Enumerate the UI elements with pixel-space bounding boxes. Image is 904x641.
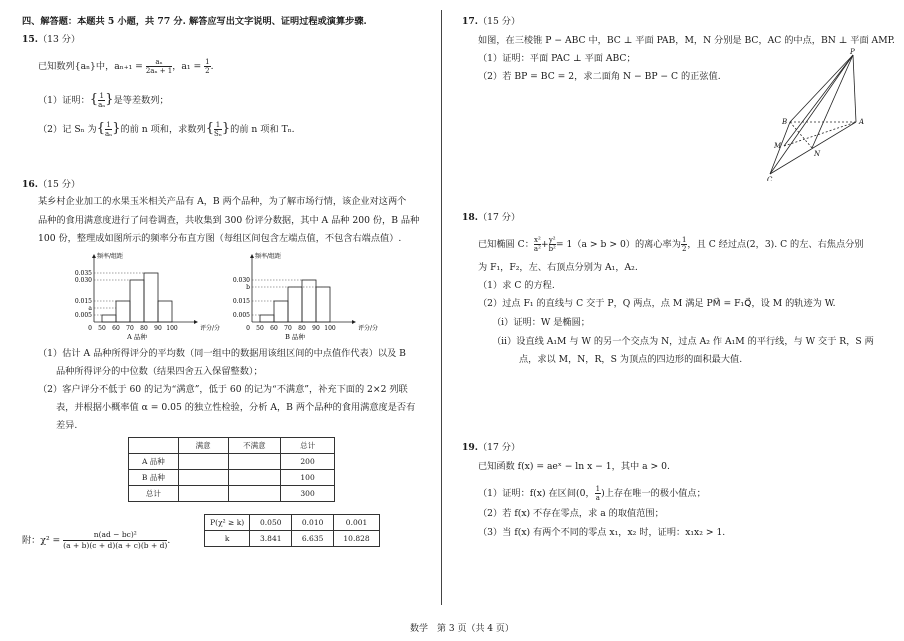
table-cell: 不满意 bbox=[228, 438, 281, 454]
histogram-bar bbox=[288, 287, 302, 322]
q17-part2: （2）若 BP = BC = 2，求二面角 N − BP − C 的正弦值. bbox=[478, 71, 721, 82]
histogram-bar bbox=[260, 315, 274, 322]
table-cell: 3.841 bbox=[250, 531, 292, 547]
q15-number: 15.（13 分） bbox=[22, 34, 81, 45]
x-tick-label: 90 bbox=[154, 325, 162, 332]
q18-part1: （1）求 C 的方程. bbox=[478, 280, 555, 291]
x-tick-label: 60 bbox=[112, 325, 120, 332]
table-cell: 0.050 bbox=[250, 515, 292, 531]
page-footer: 数学 第 3 页（共 4 页） bbox=[410, 624, 514, 634]
histogram-bar bbox=[102, 315, 116, 322]
x-tick-label: 0 bbox=[246, 325, 250, 332]
table-cell: 0.010 bbox=[292, 515, 334, 531]
q16-number: 16.（15 分） bbox=[22, 179, 81, 190]
table-cell bbox=[228, 486, 281, 502]
chart-title: B 品种 bbox=[285, 333, 305, 341]
table-cell: P(χ² ≥ k) bbox=[205, 515, 250, 531]
x-tick-label: 80 bbox=[298, 325, 306, 332]
table-cell: 200 bbox=[281, 454, 335, 470]
q16-part1-1: （1）估计 A 品种所得评分的平均数（同一组中的数据用该组区间的中点值作代表）以及 B bbox=[38, 348, 406, 359]
label-p: P bbox=[850, 48, 855, 56]
y-tick-label: 0.030 bbox=[74, 277, 92, 284]
q16-stem-2: 品种的食用满意度进行了问卷调查，共收集到 300 份评分数据，其中 A 品种 200 份，B 品种 bbox=[38, 215, 420, 226]
section-header: 四、解答题：本题共 5 小题，共 77 分. 解答应写出文字说明、证明过程或演算步骤. bbox=[22, 16, 367, 27]
x-tick-label: 100 bbox=[166, 325, 178, 332]
histogram-bar bbox=[302, 280, 316, 322]
q16-part2-3: 差异. bbox=[56, 420, 78, 431]
histogram-bar bbox=[158, 301, 172, 322]
histogram-a bbox=[70, 250, 220, 345]
table-cell: k bbox=[205, 531, 250, 547]
histogram-b bbox=[228, 250, 378, 345]
x-axis-label: 评分/分 bbox=[358, 325, 378, 332]
pyramid-figure bbox=[760, 46, 870, 181]
table-cell: 总计 bbox=[281, 438, 335, 454]
y-tick-label: 0.005 bbox=[74, 312, 92, 319]
edge-ma bbox=[784, 122, 856, 146]
table-cell bbox=[178, 470, 228, 486]
histogram-bar bbox=[274, 301, 288, 322]
edge-pb bbox=[790, 55, 853, 122]
x-tick-label: 50 bbox=[98, 325, 106, 332]
x-tick-label: 80 bbox=[140, 325, 148, 332]
table-row bbox=[129, 470, 335, 486]
chart-title: A 品种 bbox=[127, 333, 147, 341]
y-tick-label: 0.030 bbox=[232, 277, 250, 284]
x-tick-label: 70 bbox=[126, 325, 134, 332]
q18-line2: 为 F₁，F₂，左、右顶点分别为 A₁，A₂. bbox=[478, 262, 638, 273]
y-tick-label: b bbox=[246, 284, 250, 291]
q18-part2: （2）过点 F₁ 的直线与 C 交于 P，Q 两点，点 M 满足 PM⃗ = F₁Q⃗，设 M 的轨迹为 W. bbox=[478, 298, 836, 309]
table-cell bbox=[228, 454, 281, 470]
edge-ca bbox=[770, 122, 856, 174]
q19-part1: （1）证明：f(x) 在区间(0， $\frac{1}{a}$ )上存在唯一的极小值点； bbox=[478, 485, 706, 502]
histogram-bar bbox=[116, 301, 130, 322]
x-axis-arrow bbox=[352, 320, 356, 324]
label-m: M bbox=[774, 142, 782, 150]
q16-part2-1: （2）客户评分不低于 60 的记为“满意”，低于 60 的记为“不满意”，补充下面的 2×2 列联 bbox=[38, 384, 408, 395]
table-cell: 10.828 bbox=[334, 531, 380, 547]
histogram-bar bbox=[130, 280, 144, 322]
table-row bbox=[129, 438, 335, 454]
edge-bn bbox=[790, 122, 812, 148]
y-tick-label: 0.015 bbox=[74, 298, 92, 305]
y-tick-label: 0.015 bbox=[232, 298, 250, 305]
q19-part3: （3）当 f(x) 有两个不同的零点 x₁，x₂ 时，证明：x₁x₂ > 1. bbox=[478, 527, 726, 538]
edge-pa bbox=[853, 55, 856, 122]
q18-sub2-2: 点，求以 M，N，R，S 为顶点的四边形的面积最大值. bbox=[519, 354, 743, 365]
q15-part2: （2）记 Sₙ 为{ $\frac{1}{\text{aₙ}}$ }的前 n 项和，求数列{ $\frac{1}{\text{Sₙ}}$ }的前 n 项和 Tₙ. bbox=[38, 121, 295, 138]
q17-part1: （1）证明：平面 PAC ⊥ 平面 ABC； bbox=[478, 53, 636, 64]
q18-number: 18.（17 分） bbox=[462, 212, 521, 223]
q17-number: 17.（15 分） bbox=[462, 16, 521, 27]
table-cell: 100 bbox=[281, 470, 335, 486]
q16-stem-1: 某乡村企业加工的水果玉米相关产品有 A，B 两个品种，为了解市场行情，该企业对这两个 bbox=[38, 196, 407, 207]
x-axis-label: 评分/分 bbox=[200, 325, 220, 332]
q17-stem: 如图，在三棱锥 P − ABC 中，BC ⊥ 平面 PAB，M，N 分别是 BC，AC 的中点，BN ⊥ 平面 AMP. bbox=[478, 35, 895, 46]
table-cell bbox=[178, 486, 228, 502]
column-divider bbox=[441, 10, 442, 605]
table-cell: 6.635 bbox=[292, 531, 334, 547]
contingency-table bbox=[128, 437, 335, 502]
q19-stem: 已知函数 f(x) = aeˣ − ln x − 1，其中 a > 0. bbox=[478, 461, 670, 472]
q16-part1-2: 品种所得评分的中位数（结果四舍五入保留整数）； bbox=[56, 366, 263, 377]
table-row bbox=[205, 531, 380, 547]
table-cell: 满意 bbox=[178, 438, 228, 454]
x-tick-label: 50 bbox=[256, 325, 264, 332]
table-cell: 300 bbox=[281, 486, 335, 502]
label-n: N bbox=[814, 150, 821, 158]
table-cell bbox=[129, 438, 179, 454]
label-c: C bbox=[767, 176, 773, 181]
q19-part2: （2）若 f(x) 不存在零点，求 a 的取值范围； bbox=[478, 508, 664, 519]
x-tick-label: 60 bbox=[270, 325, 278, 332]
table-row bbox=[129, 486, 335, 502]
table-cell: B 品种 bbox=[129, 470, 179, 486]
table-cell bbox=[228, 470, 281, 486]
table-cell: A 品种 bbox=[129, 454, 179, 470]
x-tick-label: 90 bbox=[312, 325, 320, 332]
table-cell: 0.001 bbox=[334, 515, 380, 531]
y-tick-label: 0.005 bbox=[232, 312, 250, 319]
q18-sub1: （ⅰ）证明：W 是椭圆； bbox=[492, 317, 590, 328]
table-cell bbox=[178, 454, 228, 470]
critical-value-table bbox=[204, 514, 380, 547]
table-row bbox=[205, 515, 380, 531]
y-axis-label: 频率/组距 bbox=[97, 253, 124, 260]
label-a: A bbox=[859, 118, 865, 126]
table-cell: 总计 bbox=[129, 486, 179, 502]
y-tick-label: 0.035 bbox=[74, 270, 92, 277]
y-tick-label: a bbox=[88, 305, 92, 312]
label-b: B bbox=[782, 118, 788, 126]
q19-number: 19.（17 分） bbox=[462, 442, 521, 453]
y-axis-label: 频率/组距 bbox=[255, 253, 282, 260]
x-axis-arrow bbox=[194, 320, 198, 324]
x-tick-label: 0 bbox=[88, 325, 92, 332]
q18-stem: 已知椭圆 C： $\frac{\text{x²}}{\text{a²}}$ + $\frac{\text{y²}}{\text{b²}}$ = 1（a > b > 0）的离心率为 $\frac{1}{2}$ ，且 C 经过点(2，3). C 的左、右焦点分别 bbox=[478, 236, 864, 253]
table-row bbox=[129, 454, 335, 470]
edge-pc bbox=[770, 55, 853, 174]
q16-part2-2: 表，并根据小概率值 α = 0.05 的独立性检验，分析 A，B 两个品种的食用满意度是否有 bbox=[56, 402, 416, 413]
histogram-bar bbox=[316, 287, 330, 322]
histogram-bar bbox=[144, 273, 158, 322]
q18-sub2-1: （ⅱ）设直线 A₁M 与 W 的另一个交点为 N，过点 A₂ 作 A₁M 的平行线，与 W 交于 R，S 两 bbox=[492, 336, 874, 347]
q16-stem-3: 100 份，整理成如图所示的频率分布直方图（每组区间包含左端点值，不包含右端点值）. bbox=[38, 233, 402, 244]
y-axis-arrow bbox=[92, 254, 96, 258]
x-tick-label: 100 bbox=[324, 325, 336, 332]
q15-stem: 已知数列{aₙ}中，aₙ₊₁ = $\frac{\text{aₙ}}{\text{2aₙ + 1}}$ ，a₁ = $\frac{1}{2}$ . bbox=[38, 58, 214, 75]
q15-part1: （1）证明：{ $\frac{1}{\text{aₙ}}$ }是等差数列； bbox=[38, 92, 169, 109]
x-tick-label: 70 bbox=[284, 325, 292, 332]
appendix-formula: 附：χ² = $\frac{\text{n(ad − bc)²}}{(a + b)(c + d)(a + c)(b + d)}$ . bbox=[22, 530, 171, 550]
y-axis-arrow bbox=[250, 254, 254, 258]
